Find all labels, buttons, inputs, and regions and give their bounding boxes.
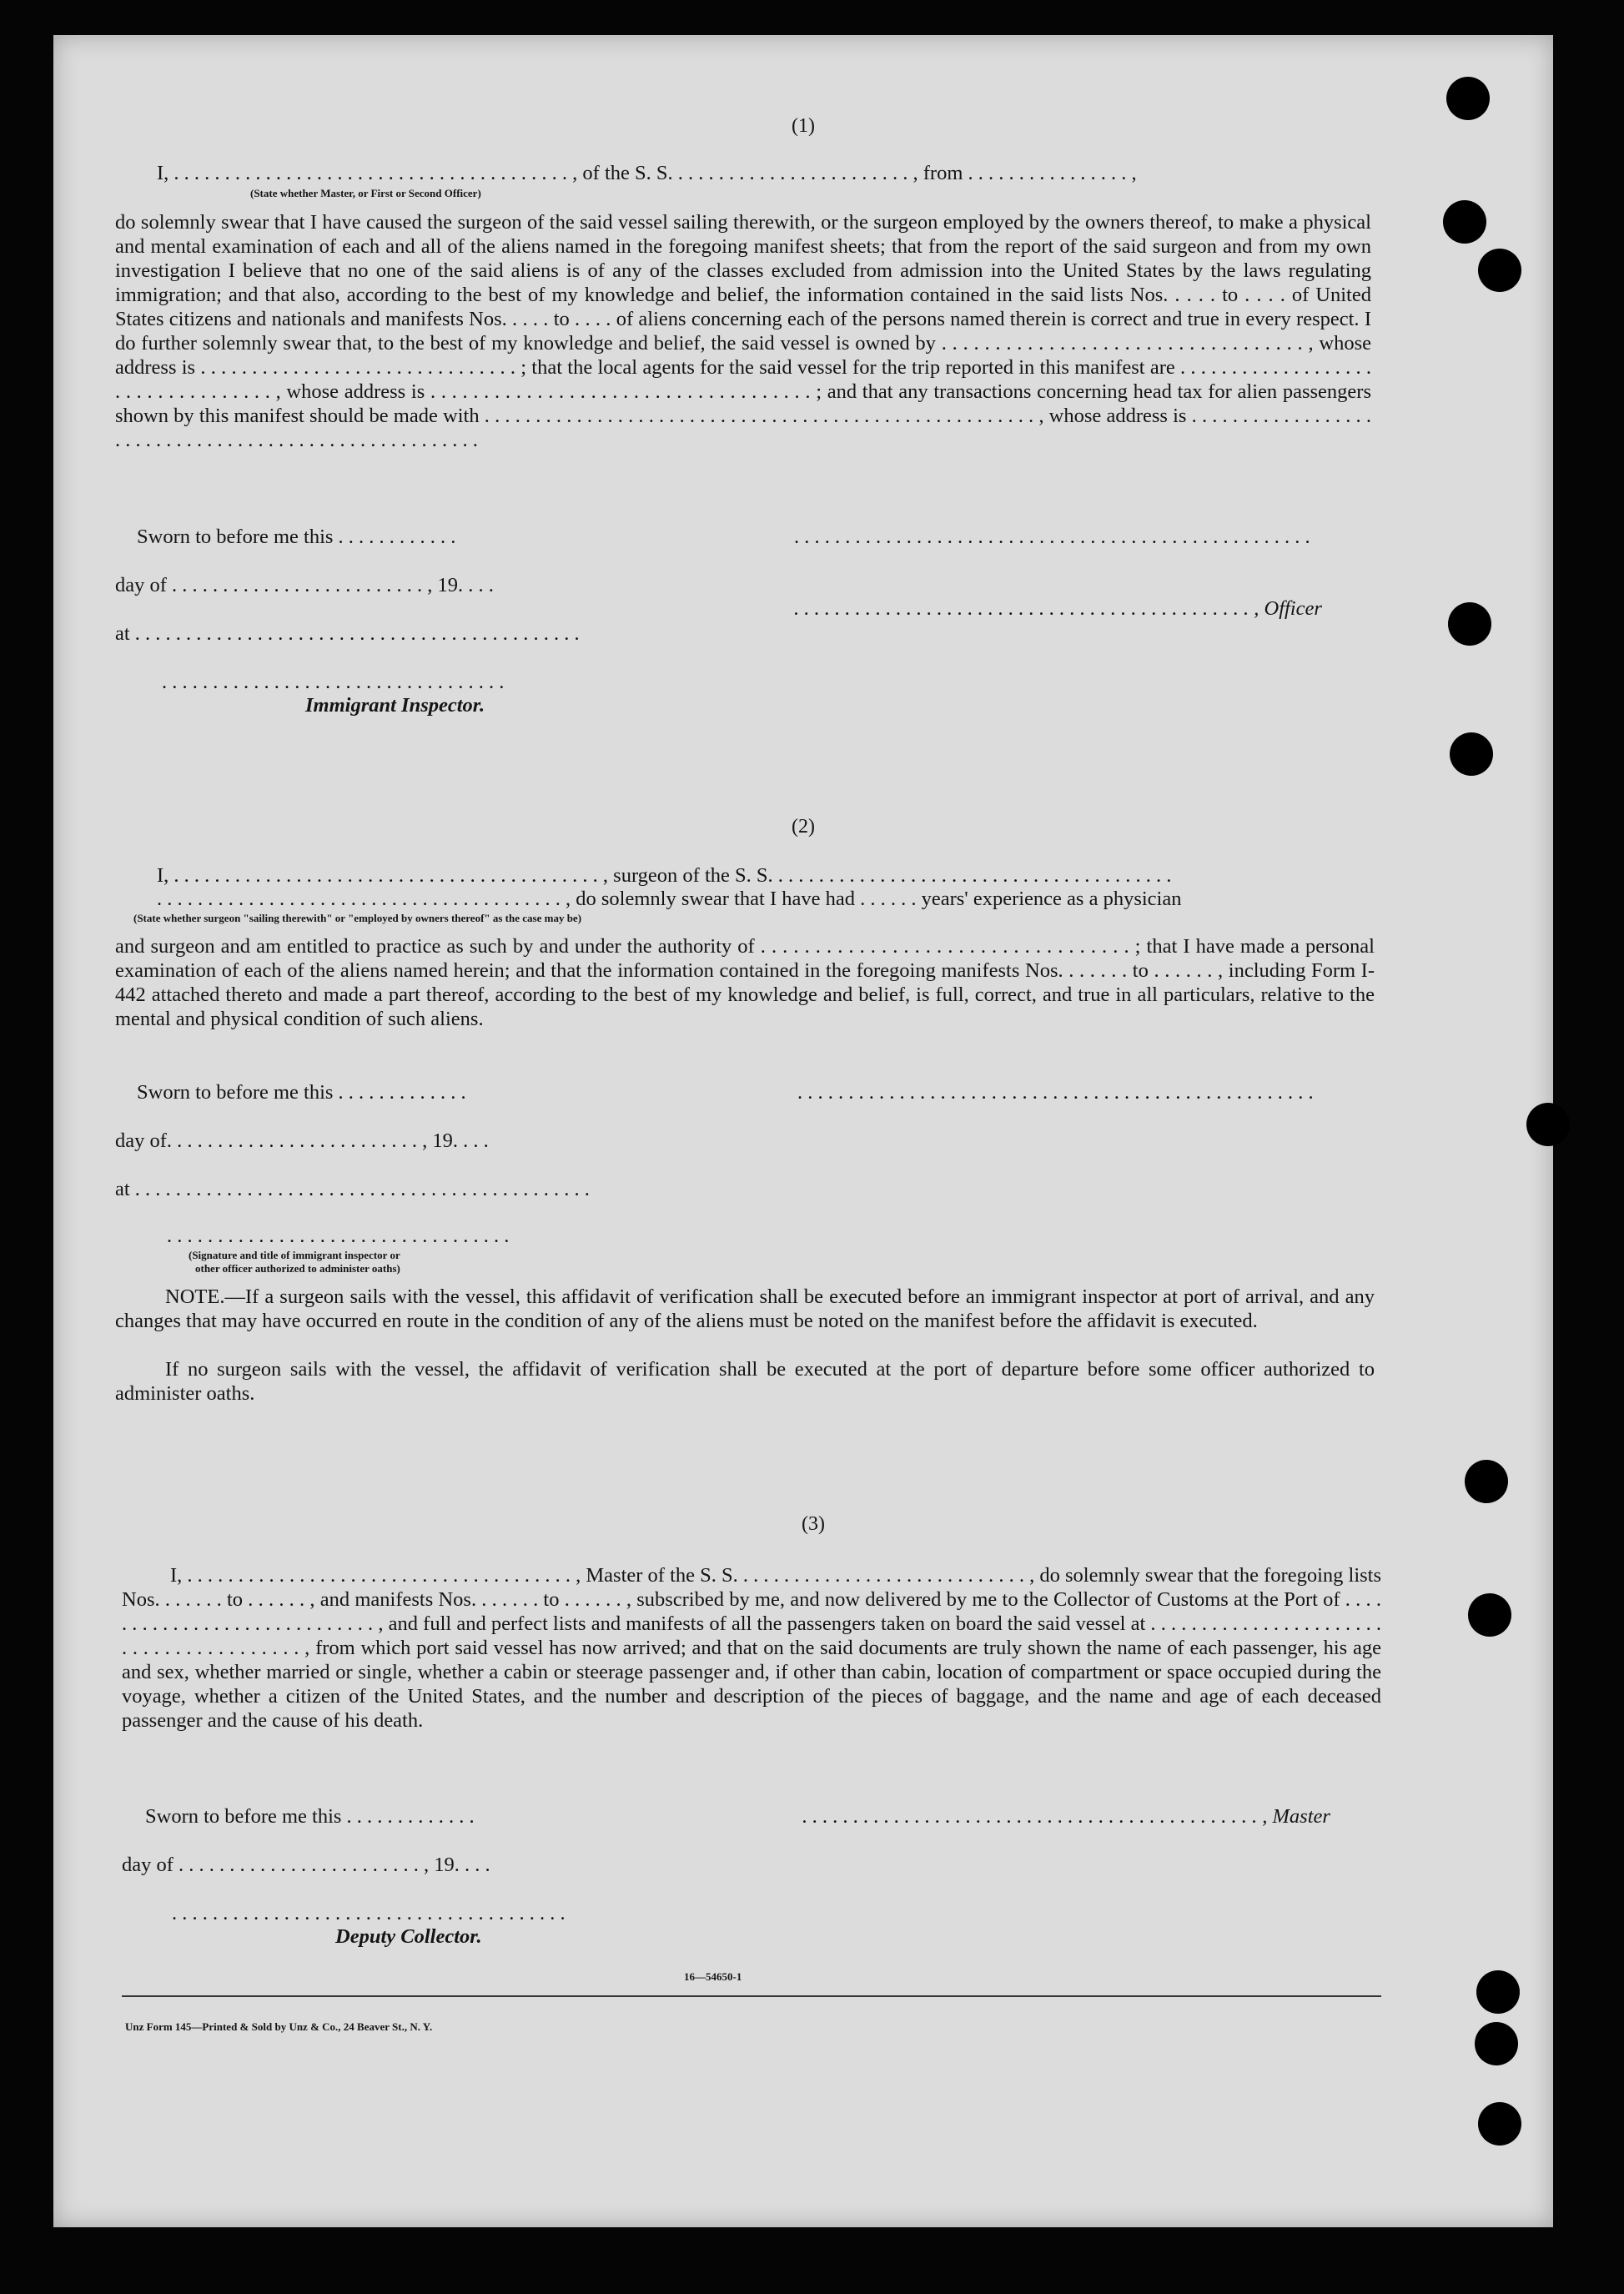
section-3-number: (3)	[802, 1513, 825, 1535]
section-2-at: at . . . . . . . . . . . . . . . . . . . . . . . . . . . . . . . . . . . . . . . . . . . . .	[115, 1178, 590, 1200]
section-1-at: at . . . . . . . . . . . . . . . . . . . . . . . . . . . . . . . . . . . . . . . . . . . .	[115, 622, 580, 645]
punch-hole	[1446, 77, 1490, 120]
section-3-collector-title: Deputy Collector.	[335, 1925, 482, 1948]
punch-hole	[1465, 1460, 1508, 1503]
form-code: 16—54650-1	[684, 1970, 742, 1983]
section-2-number: (2)	[792, 816, 815, 838]
punch-hole	[1443, 200, 1486, 244]
section-1-inspector-dots: . . . . . . . . . . . . . . . . . . . . . . . . . . . . . . . . . .	[162, 671, 505, 693]
section-2-signature-dots: . . . . . . . . . . . . . . . . . . . . . . . . . . . . . . . . . .	[167, 1225, 510, 1247]
section-2-sworn: Sworn to before me this . . . . . . . . . . . . .	[137, 1081, 466, 1104]
footer-rule	[122, 1995, 1381, 1997]
punch-hole	[1478, 2102, 1521, 2146]
section-2-signature-note-1: (Signature and title of immigrant inspector or	[189, 1249, 400, 1261]
section-2-signature-note-2: other officer authorized to administer oaths)	[195, 1262, 400, 1275]
punch-hole	[1468, 1593, 1511, 1637]
section-1-oath-line: I, . . . . . . . . . . . . . . . . . . . . . . . . . . . . . . . . . . . . . . . , of the S. S. . . . . . . . . . . . . . . . . . . . . . . . , from . . . . . . . . . . . . . . . . ,	[157, 162, 1137, 184]
punch-hole	[1526, 1103, 1570, 1146]
section-1-officer-line: . . . . . . . . . . . . . . . . . . . . . . . . . . . . . . . . . . . . . . . . . . . . . , Officer	[794, 597, 1322, 620]
section-2-note: NOTE.—If a surgeon sails with the vessel, this affidavit of verification shall be executed before an immigrant inspector at port of arrival, and any changes that may have occurred en route in the condition of any of the aliens must be noted on the manifest before the affidavit is executed.	[115, 1285, 1375, 1332]
section-1-signature-line: . . . . . . . . . . . . . . . . . . . . . . . . . . . . . . . . . . . . . . . . . . . . . . . . . . .	[794, 526, 1310, 548]
section-3-day: day of . . . . . . . . . . . . . . . . . . . . . . . . , 19. . . .	[122, 1854, 490, 1876]
punch-hole	[1475, 2022, 1518, 2065]
section-3-master-line: . . . . . . . . . . . . . . . . . . . . . . . . . . . . . . . . . . . . . . . . . . . . . , Master	[802, 1805, 1330, 1828]
punch-hole	[1448, 602, 1491, 646]
section-2-note-2: If no surgeon sails with the vessel, the affidavit of verification shall be executed at the port of departure before some officer authorized to administer oaths.	[115, 1358, 1375, 1405]
section-1-officer-note: (State whether Master, or First or Second Officer)	[250, 187, 481, 199]
section-2-signature-line: . . . . . . . . . . . . . . . . . . . . . . . . . . . . . . . . . . . . . . . . . . . . . . . . . . .	[797, 1081, 1314, 1104]
section-3-sworn: Sworn to before me this . . . . . . . . . . . . .	[145, 1805, 475, 1828]
section-3-body: I, . . . . . . . . . . . . . . . . . . . . . . . . . . . . . . . . . . . . . . , Master of the S. S. . . . . . . . . . . . . . . . . . . . . . . . . . . . . , do solemnly swear that the foregoing lists Nos. . . . . . . to . . . . . . , and manifests Nos. . . . . . . to . . . . . . , subscribed by me, and now delivered by me to the Collector of Customs at the Port of . . . . . . . . . . . . . . . . . . . . . . . . . . . . . , and full and perfect lists and manifests of all the passengers taken on board the said vessel at . . . . . . . . . . . . . . . . . . . . . . . . . . . . . . . . . . . . . . . . , from which port said vessel has now arrived; and that on the said documents are truly shown the name of each passenger, his age and sex, whether married or single, whether a cabin or steerage passenger and, if other than cabin, location of compartment or space occupied during the voyage, whether a citizen of the United States, and the number and description of the pieces of baggage, and the name and age of each deceased passenger and the cause of his death.	[122, 1564, 1381, 1732]
section-1-number: (1)	[792, 115, 815, 137]
section-1-sworn: Sworn to before me this . . . . . . . . . . . .	[137, 526, 456, 548]
section-2-oath-line: I, . . . . . . . . . . . . . . . . . . . . . . . . . . . . . . . . . . . . . . . . . . , surgeon of the S. S. . . . . . . . . . . . . . . . . . . . . . . . . . . . . . . . . . . . . . . .	[157, 864, 1172, 887]
section-3-collector-dots: . . . . . . . . . . . . . . . . . . . . . . . . . . . . . . . . . . . . . . .	[172, 1902, 566, 1924]
section-2-body: and surgeon and am entitled to practice as such by and under the authority of . . . . . . . . . . . . . . . . . . . . . . . . . . . . . . . . . . ; that I have made a personal examination of each of the aliens named herein; and that the information contained in the foregoing manifests Nos. . . . . . . to . . . . . . , including Form I-442 attached thereto and made a part thereof, according to the best of my knowledge and belief, is full, correct, and true in all particulars, relative to the mental and physical condition of such aliens.	[115, 935, 1375, 1030]
section-1-body: do solemnly swear that I have caused the surgeon of the said vessel sailing therewith, or the surgeon employed by the owners thereof, to make a physical and mental examination of each and all of the aliens named in the foregoing manifest sheets; that from the report of the said surgeon and from my own investigation I believe that no one of the said aliens is of any of the classes excluded from admission into the United States by the laws regulating immigration; and that also, according to the best of my knowledge and belief, the information contained in the said lists Nos. . . . . to . . . . of United States citizens and nationals and manifests Nos. . . . . to . . . . of aliens concerning each of the persons named therein is correct and true in every respect. I do further solemnly swear that, to the best of my knowledge and belief, the said vessel is owned by . . . . . . . . . . . . . . . . . . . . . . . . . . . . . . . . . . , whose address is . . . . . . . . . . . . . . . . . . . . . . . . . . . . . . . ; that the local agents for the said vessel for the trip reported in this manifest are . . . . . . . . . . . . . . . . . . . . . . . . . . . . . . . . . . , whose address is . . . . . . . . . . . . . . . . . . . . . . . . . . . . . . . . . . . . ; and that any transactions concerning head tax for alien passengers shown by this manifest should be made with . . . . . . . . . . . . . . . . . . . . . . . . . . . . . . . . . . . . . . . . . . . . . . . . . . . . . . , whose address is . . . . . . . . . . . . . . . . . . . . . . . . . . . . . . . . . . . . . . . . . . . . . . . . . . . . . .	[115, 211, 1371, 451]
section-1-inspector-title: Immigrant Inspector.	[305, 694, 485, 717]
punch-hole	[1478, 249, 1521, 292]
punch-hole	[1476, 1970, 1520, 2014]
section-1-day: day of . . . . . . . . . . . . . . . . . . . . . . . . . , 19. . . .	[115, 574, 494, 596]
footer-imprint: Unz Form 145—Printed & Sold by Unz & Co., 24 Beaver St., N. Y.	[125, 2020, 433, 2033]
section-2-oath-line-2: . . . . . . . . . . . . . . . . . . . . . . . . . . . . . . . . . . . . . . . . , do solemnly swear that I have had . . . . . . years' experience as a physician	[157, 888, 1182, 910]
section-2-day: day of. . . . . . . . . . . . . . . . . . . . . . . . . , 19. . . .	[115, 1129, 489, 1152]
punch-hole	[1450, 732, 1493, 776]
section-2-surgeon-note: (State whether surgeon "sailing therewith" or "employed by owners thereof" as the case may be)	[133, 912, 582, 924]
document-page	[53, 35, 1553, 2227]
